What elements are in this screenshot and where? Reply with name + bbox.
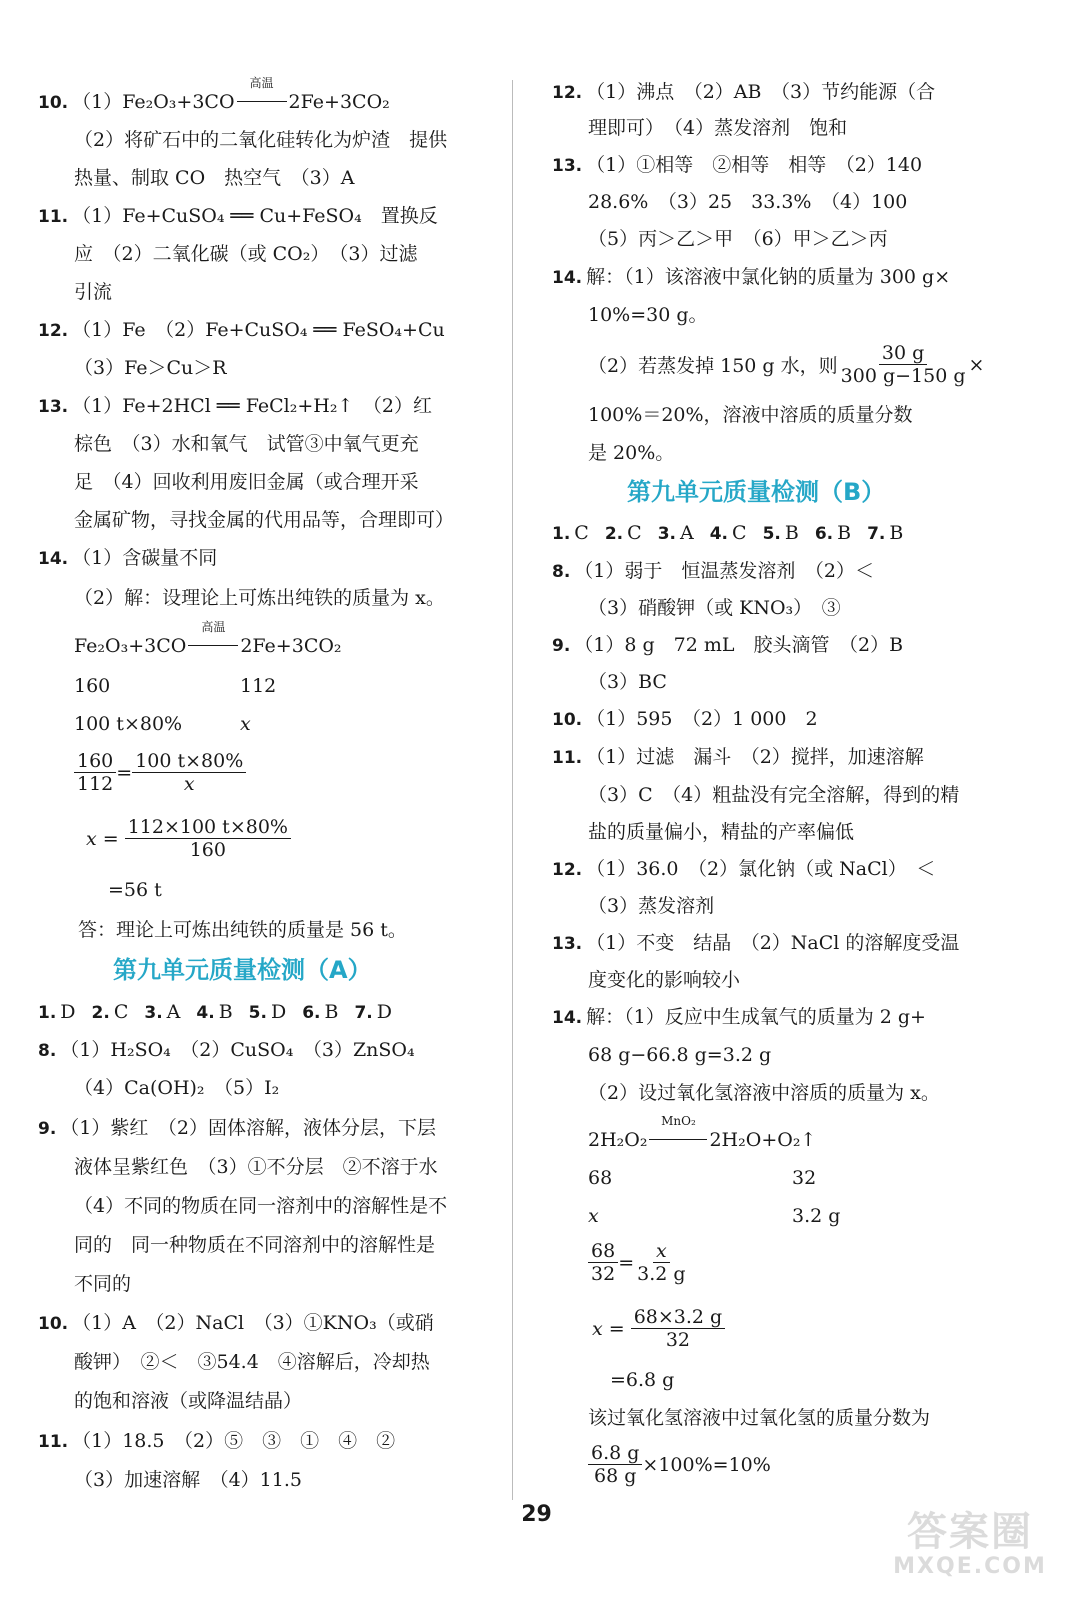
a-choice-3: 3. A — [144, 1001, 181, 1023]
a11-line-1: 11. （1）18.5 （2）⑤ ③ ① ④ ② — [38, 1430, 396, 1452]
b-choice-6: 6. B — [814, 522, 852, 544]
q14-molar-mass-2: 112 — [240, 675, 277, 697]
a10-line-2: 酸钾） ②＜ ③54.4 ④溶解后，冷却热 — [74, 1351, 430, 1373]
a-choice-5: 5. D — [248, 1001, 287, 1023]
b11-line-3: 盐的质量偏小，精盐的产率偏低 — [588, 821, 855, 843]
a9-line-4: 同的 同一种物质在不同溶剂中的溶解性是 — [74, 1234, 436, 1256]
b11-line-1: 11. （1）过滤 漏斗 （2）搅拌，加速溶解 — [552, 746, 924, 768]
a9-line-5: 不同的 — [74, 1273, 132, 1295]
b-choice-2: 2. C — [604, 522, 642, 544]
b-multiple-choice — [552, 521, 919, 546]
section-heading-b: 第九单元质量检测（B） — [627, 478, 886, 506]
q13-line-3: 足 （4）回收利用废旧金属（或合理开采 — [74, 471, 419, 493]
b-choice-5: 5. B — [762, 522, 799, 544]
b14-proportion: $\frac{68}{32}$ = $\frac{x}{3.2 g}$ — [588, 1240, 689, 1285]
reaction-condition: 高温 — [186, 634, 240, 658]
b12-line-2: （3）蒸发溶剂 — [588, 895, 715, 917]
watermark-logo: 答案圈 MXQE.COM — [893, 1509, 1047, 1579]
b14-final: $\frac{6.8 g}{68 g}$ ×100%=10% — [588, 1442, 771, 1487]
q14-solve-x: x = $\frac{112\times 100 t\times 80\%}{160}$ — [86, 816, 291, 861]
a9-line-3: （4）不同的物质在同一溶剂中的溶解性是不 — [74, 1195, 448, 1217]
q11-line-3: 引流 — [74, 281, 113, 303]
q14-result: =56 t — [108, 879, 162, 901]
reaction-condition: 高温 — [235, 90, 289, 114]
b8-line-2: （3）硝酸钾（或 KNO₃） ③ — [588, 597, 841, 619]
b11-line-2: （3）C （4）粗盐没有完全溶解，得到的精 — [588, 784, 960, 806]
q14-line-2: （2）解：设理论上可炼出纯铁的质量为 x。 — [74, 587, 445, 609]
b9-line-1: 9. （1）8 g 72 mL 胶头滴管 （2）B — [552, 634, 904, 656]
a-choice-7: 7. D — [354, 1001, 392, 1023]
b9-line-2: （3）BC — [588, 671, 667, 693]
q12-line-1: 12. （1）Fe （2）Fe+CuSO₄ ══ FeSO₄+Cu — [38, 319, 445, 341]
a-choice-2: 2. C — [91, 1001, 129, 1023]
q14-answer: 答：理论上可炼出纯铁的质量是 56 t。 — [78, 919, 407, 941]
q12-line-2: （3）Fe＞Cu＞R — [74, 357, 227, 379]
b14-molar-mass-1: 68 — [588, 1167, 613, 1189]
q11-line-1: 11. （1）Fe+CuSO₄ ══ Cu+FeSO₄ 置换反 — [38, 205, 438, 227]
b14-equation: 2H₂O₂ MnO₂ 2H₂O+O₂↑ — [588, 1114, 817, 1151]
b13-line-2: 度变化的影响较小 — [588, 969, 741, 991]
a-multiple-choice — [38, 1000, 408, 1025]
b14-line-4: 该过氧化氢溶液中过氧化氢的质量分数为 — [588, 1407, 931, 1429]
b-choice-1: 1. C — [552, 522, 589, 544]
b-choice-3: 3. A — [657, 522, 694, 544]
b14-line-3: （2）设过氧化氢溶液中溶质的质量为 x。 — [588, 1082, 940, 1104]
section-heading-a: 第九单元质量检测（A） — [113, 956, 372, 984]
r13-line-1: 13. （1）①相等 ②相等 相等 （2）140 — [552, 154, 923, 176]
q10-line-3: 热量、制取 CO 热空气 （3）A — [74, 167, 355, 189]
q10-line-2: （2）将矿石中的二氧化硅转化为炉渣 提供 — [74, 129, 448, 151]
q11-line-2: 应 （2）二氧化碳（或 CO₂） （3）过滤 — [74, 243, 418, 265]
q14-value-1: 100 t×80% — [74, 713, 183, 735]
b12-line-1: 12. （1）36.0 （2）氯化钠（或 NaCl） ＜ — [552, 858, 936, 880]
a10-line-1: 10. （1）A （2）NaCl （3）①KNO₃（或硝 — [38, 1312, 434, 1334]
b-choice-4: 4. C — [709, 522, 747, 544]
b14-solve-x: x = $\frac{68\times 3.2 g}{32}$ — [592, 1306, 725, 1351]
b14-value-2: 3.2 g — [792, 1205, 841, 1227]
a-choice-6: 6. B — [302, 1001, 339, 1023]
b14-result: =6.8 g — [610, 1369, 675, 1391]
b14-value-1: x — [588, 1205, 599, 1227]
q13-line-2: 棕色 （3）水和氧气 试管③中氧气更充 — [74, 433, 419, 455]
q13-line-4: 金属矿物，寻找金属的代用品等，合理即可） — [74, 509, 455, 531]
q10-line-1: 10. （1）Fe₂O₃+3CO 高温 2Fe+3CO₂ — [38, 76, 390, 113]
b-choice-7: 7. B — [867, 522, 904, 544]
q14-equation: Fe₂O₃+3CO 高温 2Fe+3CO₂ — [74, 620, 342, 657]
a-choice-1: 1. D — [38, 1001, 76, 1023]
q14-proportion: $\frac{160}{112}$ = $\frac{100 t\times 80\%}{x}$ — [74, 750, 246, 795]
page-number: 29 — [521, 1502, 552, 1527]
a8-line-2: （4）Ca(OH)₂ （5）I₂ — [74, 1077, 280, 1099]
r14-line-5: 是 20%。 — [588, 442, 675, 464]
a-choice-4: 4. B — [196, 1001, 233, 1023]
r14-line-1: 14. 解：（1）该溶液中氯化钠的质量为 300 g× — [552, 266, 951, 288]
b8-line-1: 8. （1）弱于 恒温蒸发溶剂 （2）＜ — [552, 560, 874, 582]
b14-molar-mass-2: 32 — [792, 1167, 817, 1189]
b10-line-1: 10. （1）595 （2）1 000 2 — [552, 708, 818, 730]
r13-line-3: （5）丙＞乙＞甲 （6）甲＞乙＞丙 — [588, 228, 888, 250]
r14-line-2: 10%=30 g。 — [588, 304, 708, 326]
q14-value-2: x — [240, 713, 251, 735]
b14-line-2: 68 g−66.8 g=3.2 g — [588, 1044, 772, 1066]
a10-line-3: 的饱和溶液（或降温结晶） — [74, 1390, 303, 1412]
r12-line-2: 理即可） （4）蒸发溶剂 饱和 — [588, 117, 848, 139]
q13-line-1: 13. （1）Fe+2HCl ══ FeCl₂+H₂↑ （2）红 — [38, 395, 432, 417]
r14-line-4: 100%＝20%，溶液中溶质的质量分数 — [588, 404, 913, 426]
r12-line-1: 12. （1）沸点 （2）AB （3）节约能源（合 — [552, 81, 936, 103]
a9-line-2: 液体呈紫红色 （3）①不分层 ②不溶于水 — [74, 1156, 438, 1178]
q14-molar-mass-1: 160 — [74, 675, 111, 697]
r13-line-2: 28.6% （3）25 33.3% （4）100 — [588, 191, 908, 213]
a11-line-2: （3）加速溶解 （4）11.5 — [74, 1469, 302, 1491]
q14-line-1: 14. （1）含碳量不同 — [38, 547, 218, 569]
b13-line-1: 13. （1）不变 结晶 （2）NaCl 的溶解度受温 — [552, 932, 960, 954]
b14-line-1: 14. 解：（1）反应中生成氧气的质量为 2 g+ — [552, 1006, 926, 1028]
column-divider — [512, 80, 513, 1500]
r14-fraction-line: （2）若蒸发掉 150 g 水，则 $\frac{30 g}{300 g-150 g}$ × — [588, 342, 985, 387]
a8-line-1: 8. （1）H₂SO₄ （2）CuSO₄ （3）ZnSO₄ — [38, 1039, 415, 1061]
a9-line-1: 9. （1）紫红 （2）固体溶解，液体分层，下层 — [38, 1117, 436, 1139]
reaction-condition: MnO₂ — [647, 1128, 709, 1152]
